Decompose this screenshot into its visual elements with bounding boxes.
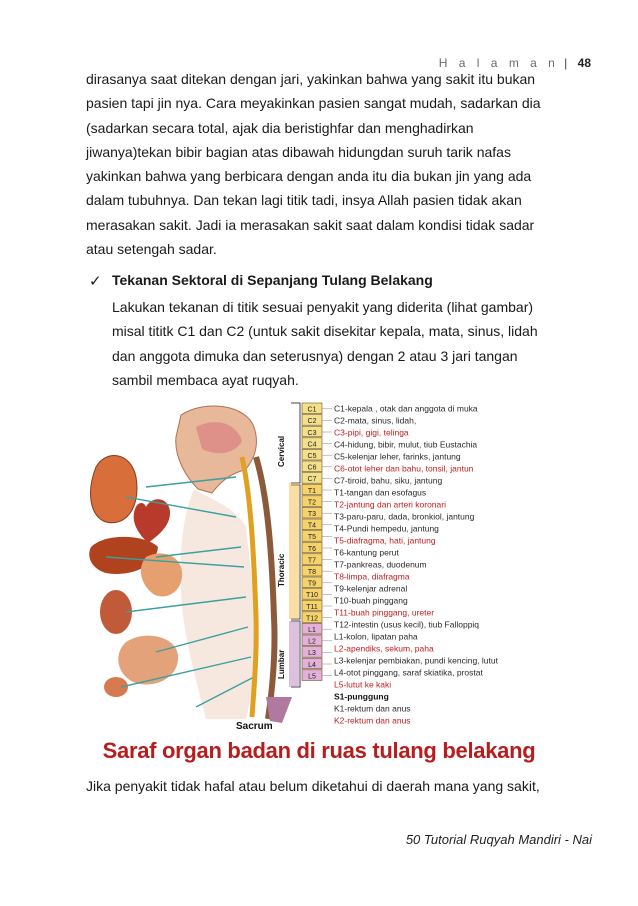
nerve-label: T6-kantung perut: [334, 547, 399, 558]
nerve-label: C4-hidung, bibir, mulut, tiub Eustachia: [334, 439, 478, 450]
vertebra-label: L2: [308, 638, 316, 646]
anatomy-illustration: [89, 406, 292, 723]
vertebra-label: C3: [307, 429, 317, 437]
vertebra-column: [302, 403, 332, 680]
vertebra-label: T11: [306, 603, 318, 611]
nerve-label-list: [334, 404, 499, 726]
vertebra-label: T1: [307, 487, 317, 495]
figure-caption: Saraf organ badan di ruas tulang belakang: [102, 738, 536, 763]
vertebra-label: C5: [307, 453, 317, 460]
nerve-label: S1-punggung: [334, 691, 389, 702]
vertebra-label: L1: [308, 627, 316, 634]
paragraph-line: Lakukan tekanan di titik sesuai penyakit yang diderita (lihat gambar): [112, 299, 534, 315]
nerve-label: C5-kelenjar leher, farinks, jantung: [334, 451, 461, 462]
nerve-label: T10-buah pinggang: [334, 595, 408, 606]
nerve-label: C6-otot leher dan bahu, tonsil, jantun: [334, 463, 474, 474]
paragraph-line: dirasanya saat ditekan dengan jari, yakinkan bahwa yang sakit itu bukan: [86, 71, 536, 87]
nerve-label: C7-tiroid, bahu, siku, jantung: [334, 475, 443, 486]
vertebra-label: T4: [307, 522, 317, 530]
page-number: 48: [577, 56, 591, 70]
vertebra-label: T3: [307, 511, 317, 518]
nerve-label: T12-intestin (usus kecil), tiub Falloppiq: [334, 619, 480, 630]
nerve-label: C3-pipi, gigi, telinga: [334, 427, 409, 438]
paragraph-line: Jika penyakit tidak hafal atau belum diketahui di daerah mana yang sakit,: [86, 778, 540, 794]
nerve-label: T5-diafragma, hati, jantung: [334, 535, 436, 546]
nerve-label: L3-kelenjar pembiakan, pundi kencing, lutut: [334, 655, 498, 666]
vertebra-label: C1: [307, 406, 317, 414]
paragraph-line: dan anggota dimuka dan seterusnya) dengan 2 atau 3 jari tangan: [112, 347, 518, 364]
vertebra-label: T12: [305, 615, 319, 623]
nerve-label: K2-rektum dan anus: [334, 715, 411, 726]
vertebra-label: C7: [307, 476, 317, 484]
paragraph-line: merasakan sakit. Jadi ia merasakan sakit saat dalam kondisi tidak sadar: [86, 216, 535, 233]
paragraph-line: atau setengah sadar.: [86, 241, 217, 258]
paragraph-line: misal tititk C1 dan C2 (untuk sakit disekitar kepala, mata, sinus, lidah: [112, 323, 538, 340]
region-label-lumbar: Lumbar: [277, 649, 286, 679]
spine-nerve-diagram: [86, 397, 552, 733]
region-label-cervical: Cervical: [277, 435, 286, 467]
vertebra-label: L4: [308, 661, 316, 669]
vertebra-label: T8: [307, 569, 317, 576]
vertebra-label: T2: [307, 499, 317, 507]
paragraph-line: (sadarkan secara total, ajak dia beristighfar dan menghadirkan: [86, 119, 474, 136]
nerve-label: T2-jantung dan arteri koronari: [334, 499, 446, 510]
vertebra-label: C6: [307, 464, 317, 472]
paragraph-1: [86, 67, 596, 261]
nerve-label: T11-buah pinggang, ureter: [334, 607, 435, 618]
paragraph-line: pasien tapi jin nya. Cara meyakinkan pasien sangat mudah, sadarkan dia: [86, 95, 541, 112]
vertebra-label: T9: [307, 580, 317, 588]
page-header-label: H a l a m a n: [438, 56, 559, 70]
nerve-label: T1-tangan dan esofagus: [334, 487, 427, 498]
paragraph-line: jiwanya)tekan bibir bagian atas dibawah hidungdan suruh tarik nafas: [86, 143, 511, 160]
nerve-label: T7-pankreas, duodenum: [334, 559, 427, 570]
page-header-separator: |: [564, 56, 568, 70]
nerve-label: C1-kepala , otak dan anggota di muka: [334, 403, 478, 414]
nerve-label: T3-paru-paru, dada, bronkiol, jantung: [334, 511, 475, 522]
paragraph-2: [86, 774, 596, 798]
nerve-label: L5-lutut ke kaki: [334, 679, 392, 690]
paragraph-line: dalam tubuhnya. Dan tekan lagi titik tadi, insya Allah pasien tidak akan: [86, 192, 522, 209]
nerve-label: L4-otot pinggang, saraf skiatika, prostat: [334, 667, 483, 678]
page-footer: 50 Tutorial Ruqyah Mandiri - Nai: [405, 832, 592, 847]
nerve-label: T4-Pundi hempedu, jantung: [334, 523, 439, 534]
vertebra-label: C2: [307, 418, 317, 426]
nerve-label: L1-kolon, lipatan paha: [334, 631, 418, 642]
paragraph-line: yakinkan bahwa yang berbicara dengan anda itu dia bukan jin yang ada: [86, 168, 532, 185]
nerve-label: T8-limpa, diafragma: [334, 571, 410, 582]
vertebra-label: T6: [307, 545, 317, 553]
paragraph-line: sambil membaca ayat ruqyah.: [112, 371, 299, 388]
section-heading: Tekanan Sektoral di Sepanjang Tulang Belakang: [112, 272, 433, 288]
nerve-label: L2-apendiks, sekum, paha: [334, 643, 434, 654]
vertebra-label: L3: [308, 650, 316, 658]
vertebra-label: T7: [307, 557, 317, 565]
vertebra-label: T10: [305, 592, 319, 600]
vertebra-label: L5: [308, 673, 316, 681]
region-brackets: [289, 403, 300, 687]
vertebra-label: C4: [307, 441, 317, 449]
region-label-sacrum: Sacrum: [236, 721, 273, 732]
region-label-thoracic: Thoracic: [277, 553, 286, 587]
vertebra-label: T5: [307, 534, 317, 542]
nerve-label: K1-rektum dan anus: [334, 703, 411, 714]
nerve-label: C2-mata, sinus, lidah,: [334, 415, 417, 426]
checkmark-icon: ✓: [89, 273, 102, 290]
nerve-label: T9-kelenjar adrenal: [334, 583, 408, 594]
section-paragraph: [112, 295, 602, 392]
